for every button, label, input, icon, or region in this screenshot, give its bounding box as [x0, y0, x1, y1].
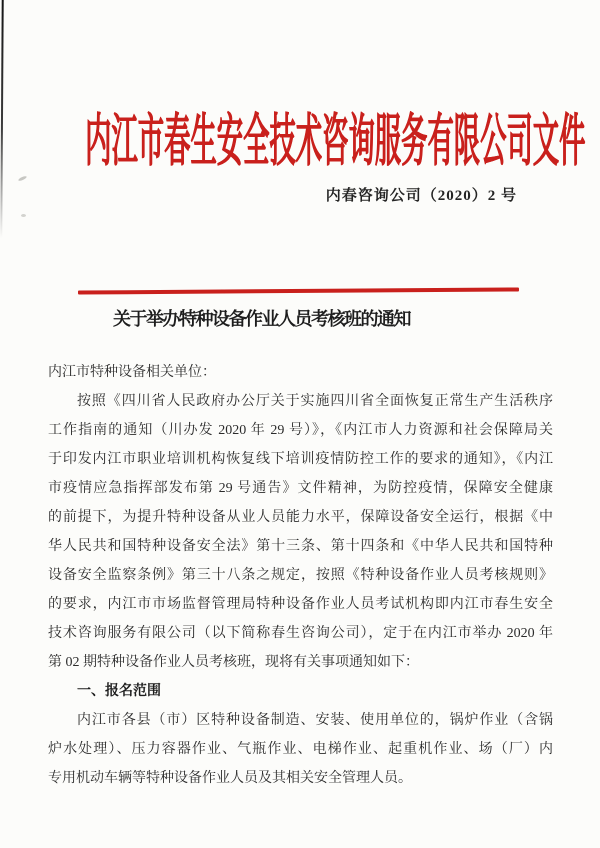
scan-artifact-speck	[18, 175, 27, 181]
body-line: 按照《四川省人民政府办公厅关于实施四川省全面恢复正常生产生活秩序	[77, 394, 553, 409]
scan-artifact-speck	[21, 214, 26, 217]
body-line: 市疫情应急指挥部发布第 29 号通告》文件精神，为防控疫情，保障安全健康	[48, 481, 553, 496]
red-separator-line	[78, 287, 519, 294]
scan-artifact-left-edge	[0, 0, 3, 238]
body-line: 工作指南的通知（川办发 2020 年 29 号）》，《内江市人力资源和社会保障局关	[48, 423, 553, 438]
body-line: 炉水处理）、压力容器作业、气瓶作业、电梯作业、起重机作业、场（厂）内	[48, 742, 553, 757]
body-line: 第 02 期特种设备作业人员考核班，现将有关事项通知如下：	[48, 655, 419, 670]
body-line: 的要求，内江市市场监督管理局特种设备作业人员考试机构即内江市春生安全	[48, 597, 553, 612]
body-line: 技术咨询服务有限公司（以下简称春生咨询公司），定于在内江市举办 2020 年	[48, 626, 553, 641]
document-number: 内春咨询公司（2020）2 号	[325, 188, 517, 204]
notice-body	[48, 358, 553, 793]
body-line: 的前提下，为提升特种设备从业人员能力水平，保障设备安全运行，根据《中	[48, 510, 553, 525]
body-line: 内江市各县（市）区特种设备制造、安装、使用单位的，锅炉作业（含锅	[77, 713, 553, 728]
body-section-heading: 一、报名范围	[77, 684, 161, 699]
body-line: 设备安全监察条例》第三十八条之规定，按照《特种设备作业人员考核规则》	[48, 568, 553, 583]
notice-title: 关于举办特种设备作业人员考核班的通知	[113, 309, 410, 329]
body-line: 内江市特种设备相关单位：	[48, 365, 216, 380]
body-line: 专用机动车辆等特种设备作业人员及其相关安全管理人员。	[48, 771, 412, 786]
red-header-org-title	[85, 110, 586, 180]
body-line: 华人民共和国特种设备安全法》第十三条、第十四条和《中华人民共和国特种	[48, 539, 553, 554]
org-title-text: 内江市春生安全技术咨询服务有限公司文件	[85, 110, 586, 173]
body-line: 于印发内江市职业培训机构恢复线下培训疫情防控工作的要求的通知》，《内江	[48, 452, 553, 467]
